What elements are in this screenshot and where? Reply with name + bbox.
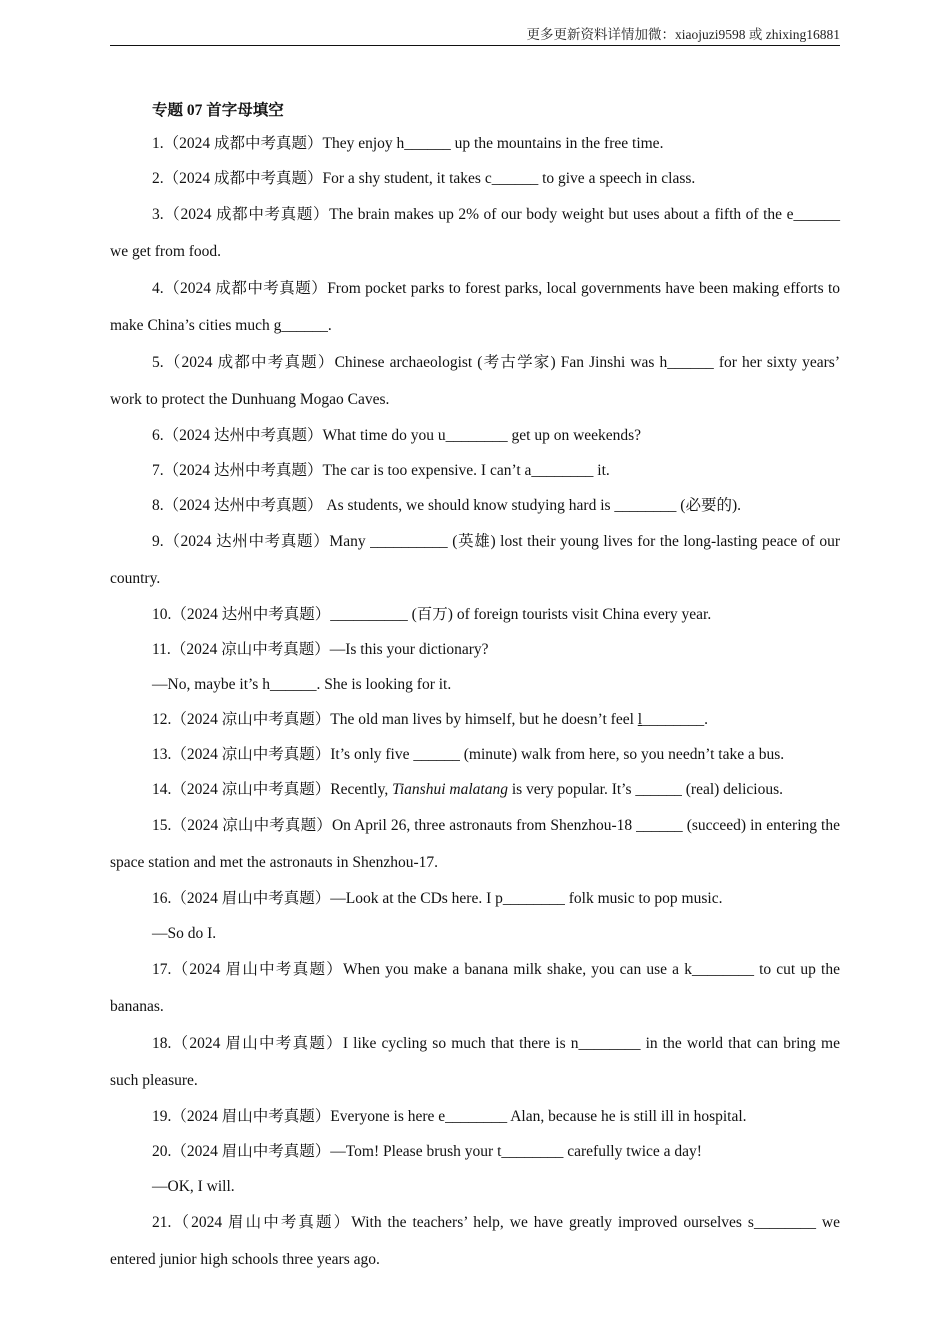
question-15: 15.（2024 凉山中考真题）On April 26, three astronauts from Shenzhou-18 ______ (succeed) in entering the space station and met the astronauts in Shenzhou-17. [110,817,840,871]
question-19: 19.（2024 眉山中考真题）Everyone is here e________ Alan, because he is still ill in hospital. [152,1108,747,1125]
page-header: 更多更新资料详情加微：xiaojuzi9598 或 zhixing16881 [526,27,840,42]
question-10: 10.（2024 达州中考真题）__________ (百万) of foreign tourists visit China every year. [152,606,712,623]
question-18: 18.（2024 眉山中考真题）I like cycling so much that there is n________ in the world that can bring me such pleasure. [110,1035,840,1089]
section-title: 专题 07 首字母填空 [152,102,284,119]
question-20-reply: —OK, I will. [152,1178,235,1195]
question-12: 12.（2024 凉山中考真题）The old man lives by himself, but he doesn’t feel l________. [152,711,708,728]
question-8: 8.（2024 达州中考真题） As students, we should know studying hard is ________ (必要的). [152,497,742,514]
header-divider [110,45,840,46]
question-9: 9.（2024 达州中考真题）Many __________ (英雄) lost their young lives for the long-lasting peace of our country. [110,533,840,587]
question-3: 3.（2024 成都中考真题）The brain makes up 2% of our body weight but uses about a fifth of the e______ we get from food. [110,206,840,260]
question-20: 20.（2024 眉山中考真题）—Tom! Please brush your t________ carefully twice a day! [152,1143,702,1160]
question-17: 17.（2024 眉山中考真题）When you make a banana milk shake, you can use a k________ to cut up the bananas. [110,961,840,1015]
question-6: 6.（2024 达州中考真题）What time do you u________ get up on weekends? [152,427,642,444]
question-5: 5.（2024 成都中考真题）Chinese archaeologist (考古学家) Fan Jinshi was h______ for her sixty years’ work to protect the Dunhuang Mogao Caves. [110,354,840,408]
question-2: 2.（2024 成都中考真题）For a shy student, it takes c______ to give a speech in class. [152,170,696,187]
question-16-reply: —So do I. [152,925,217,942]
question-21: 21.（2024 眉山中考真题）With the teachers’ help, we have greatly improved ourselves s________ we entered junior high schools three years ago. [110,1214,840,1268]
question-4: 4.（2024 成都中考真题）From pocket parks to forest parks, local governments have been making efforts to make China’s cities much g______. [110,280,840,334]
question-16: 16.（2024 眉山中考真题）—Look at the CDs here. I p________ folk music to pop music. [152,890,723,907]
question-11-reply: —No, maybe it’s h______. She is looking for it. [152,676,452,693]
question-13: 13.（2024 凉山中考真题）It’s only five ______ (minute) walk from here, so you needn’t take a bus. [152,746,785,763]
question-7: 7.（2024 达州中考真题）The car is too expensive. I can’t a________ it. [152,462,610,479]
document-body [110,96,840,1278]
question-1: 1.（2024 成都中考真题）They enjoy h______ up the mountains in the free time. [152,135,664,152]
question-11: 11.（2024 凉山中考真题）—Is this your dictionary? [152,641,489,658]
question-14: 14.（2024 凉山中考真题）Recently, Tianshui malatang is very popular. It’s ______ (real) delicious. [152,781,784,798]
